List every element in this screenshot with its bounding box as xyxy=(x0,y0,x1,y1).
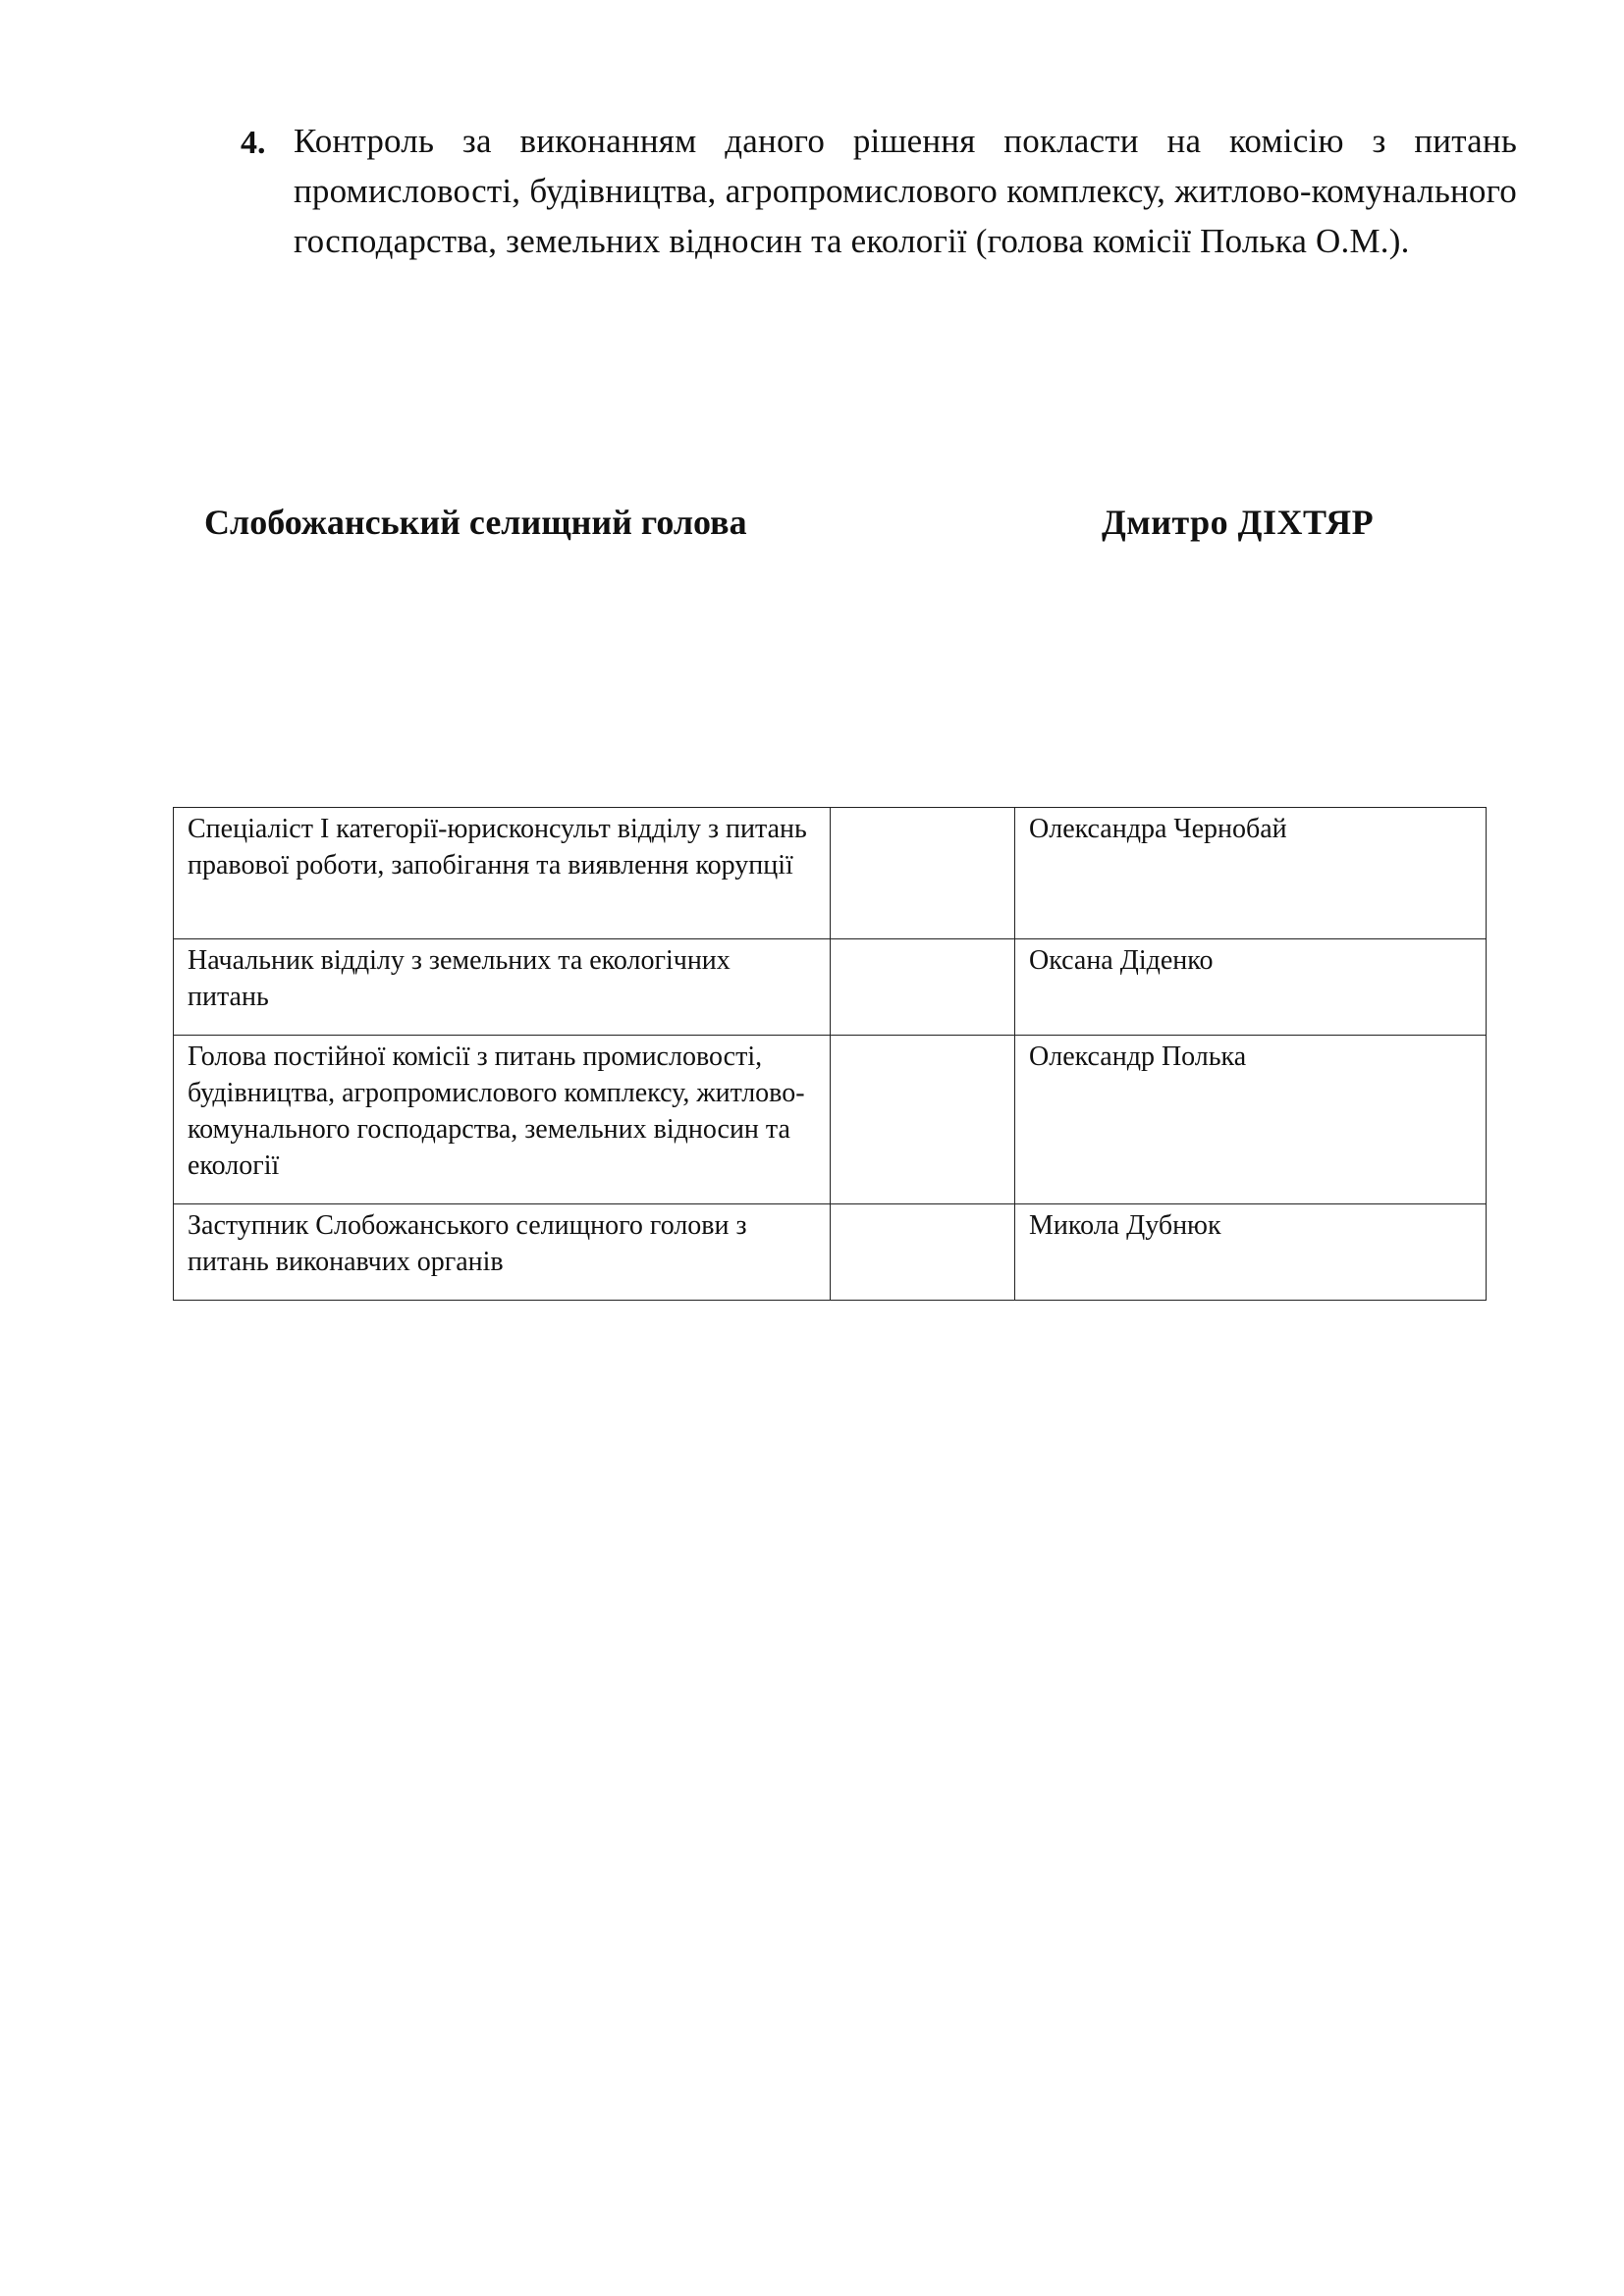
approver-role: Спеціаліст І категорії-юрисконсульт відділу з питань правової роботи, запобігання та виявлення корупції xyxy=(174,808,831,939)
approver-role: Голова постійної комісії з питань промисловості, будівництва, агропромислового комплексу, житлово-комунального господарства, земельних відносин та екології xyxy=(174,1036,831,1204)
signatory-position: Слобожанський селищний голова xyxy=(204,503,747,542)
paragraph-text: Контроль за виконанням даного рішення покласти на комісію з питань промисловості, будівництва, агропромислового комплексу, житлово-комунального господарства, земельних відносин та екології (голова комісії Полька О.М.). xyxy=(294,122,1517,260)
approval-row xyxy=(174,808,1487,939)
signature-cell xyxy=(831,1036,1015,1204)
paragraph-number: 4. xyxy=(241,125,266,161)
signature-cell xyxy=(831,808,1015,939)
signatory-name: Дмитро ДІХТЯР xyxy=(1102,503,1375,542)
approver-role: Заступник Слобожанського селищного голови з питань виконавчих органів xyxy=(174,1204,831,1301)
approver-name: Олександр Полька xyxy=(1015,1036,1487,1204)
approver-role: Начальник відділу з земельних та екологічних питань xyxy=(174,939,831,1036)
approval-table xyxy=(173,807,1487,1301)
signature-cell xyxy=(831,1204,1015,1301)
signature-cell xyxy=(831,939,1015,1036)
approver-name: Оксана Діденко xyxy=(1015,939,1487,1036)
approver-name: Олександра Чернобай xyxy=(1015,808,1487,939)
approval-row xyxy=(174,939,1487,1036)
approver-name: Микола Дубнюк xyxy=(1015,1204,1487,1301)
approval-row xyxy=(174,1036,1487,1204)
approval-row xyxy=(174,1204,1487,1301)
